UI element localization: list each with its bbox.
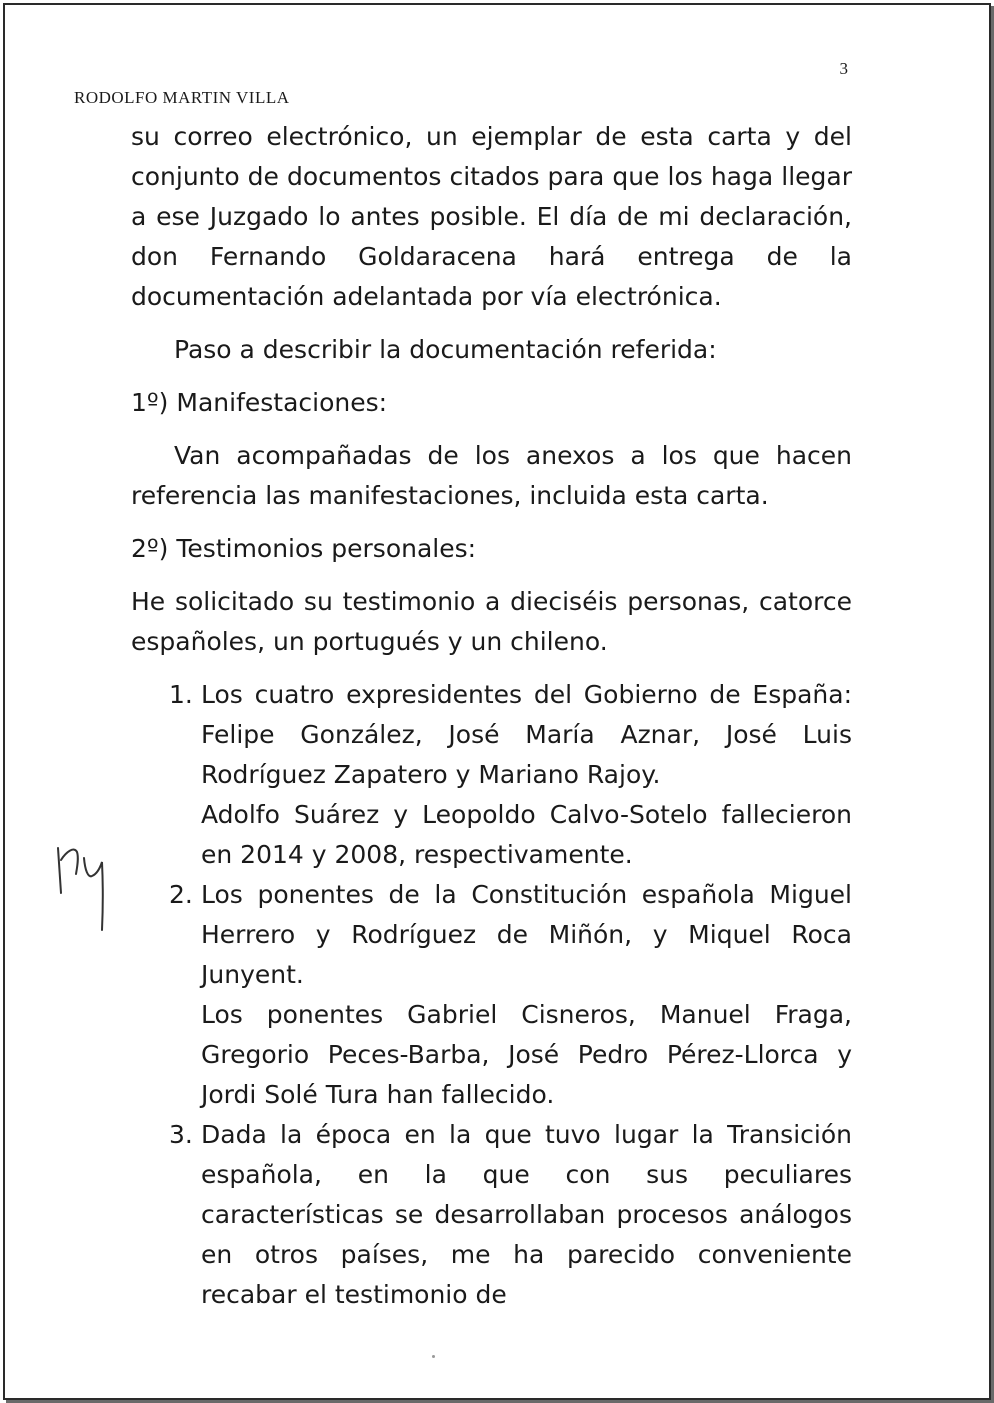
letterhead: RODOLFO MARTIN VILLA — [74, 88, 290, 107]
section-heading-testimonios: 2º) Testimonios personales: — [131, 534, 477, 563]
list-item-number: 2. — [169, 880, 193, 909]
handwritten-initials-icon — [50, 838, 120, 938]
list-item-note: Adolfo Suárez y Leopoldo Calvo-Sotelo fallecieron en 2014 y 2008, respectivamente. — [201, 800, 852, 869]
testimonies-list — [131, 675, 852, 1315]
paragraph-manifestaciones: Van acompañadas de los anexos a los que hacen referencia las manifestaciones, incluida esta carta. — [131, 441, 852, 510]
list-item — [131, 1115, 852, 1315]
list-item — [131, 675, 852, 875]
list-item-number: 1. — [169, 680, 193, 709]
list-item-number: 3. — [169, 1120, 193, 1149]
list-item — [131, 875, 852, 1115]
list-item-text: Los ponentes de la Constitución española Miguel Herrero y Rodríguez de Miñón, y Miquel Roca Junyent. — [201, 880, 852, 989]
section-heading-manifestaciones: 1º) Manifestaciones: — [131, 388, 388, 417]
list-item-note: Los ponentes Gabriel Cisneros, Manuel Fraga, Gregorio Peces-Barba, José Pedro Pérez-Llorca y Jordi Solé Tura han fallecido. — [201, 1000, 852, 1109]
list-item-text: Los cuatro expresidentes del Gobierno de España: Felipe González, José María Aznar, José Luis Rodríguez Zapatero y Mariano Rajoy. — [201, 680, 852, 789]
letter-body — [131, 117, 852, 1315]
paragraph-testimonios: He solicitado su testimonio a dieciséis personas, catorce españoles, un portugués y un chileno. — [131, 587, 852, 656]
scan-speck — [432, 1355, 435, 1358]
paragraph-continuation: su correo electrónico, un ejemplar de esta carta y del conjunto de documentos citados para que los haga llegar a ese Juzgado lo antes posible. El día de mi declaración, don Fernando Goldaracena hará entrega de la documentación adelantada por vía electrónica. — [131, 122, 852, 311]
list-item-text: Dada la época en la que tuvo lugar la Transición española, en la que con sus peculiares características se desarrollaban procesos análogos en otros países, me ha parecido conveniente recabar el testimonio de — [201, 1120, 852, 1309]
page-number: 3 — [839, 59, 848, 78]
paragraph-intro: Paso a describir la documentación referida: — [174, 335, 717, 364]
